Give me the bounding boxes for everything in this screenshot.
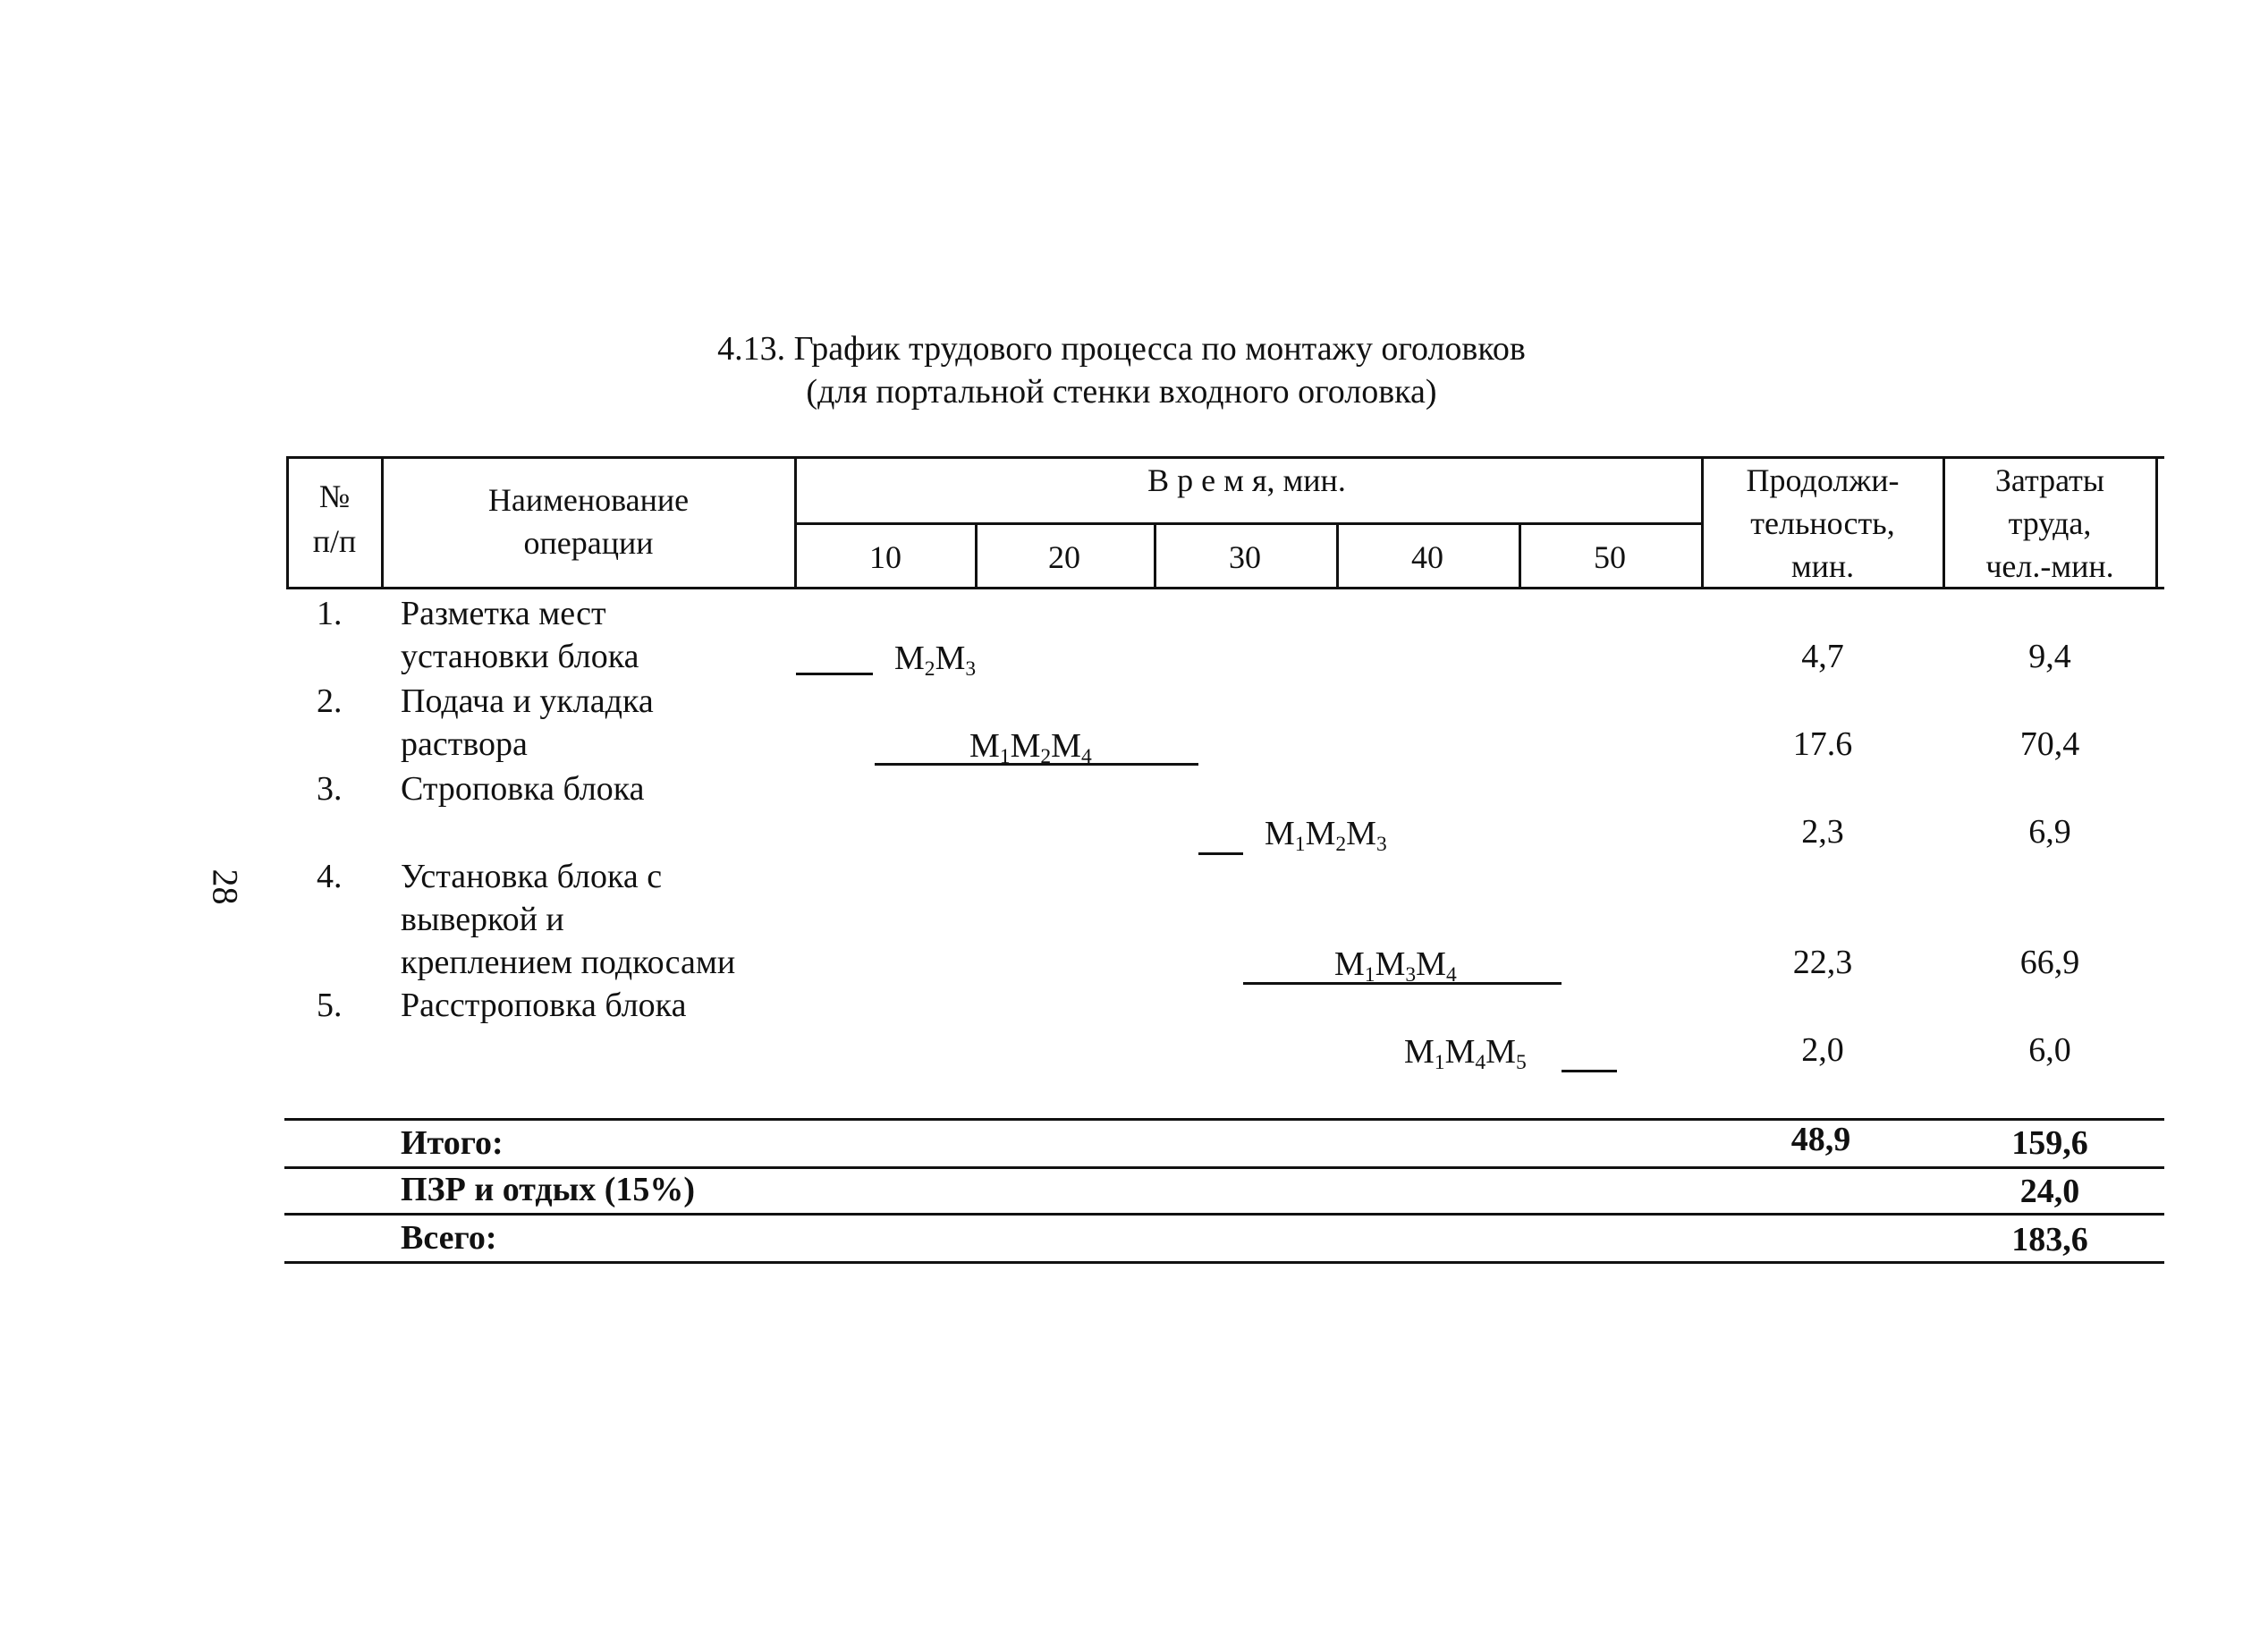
row-2-crew-m3: М xyxy=(1051,727,1081,765)
row-5-crew-m1: М xyxy=(1404,1033,1435,1071)
pzr-bottom-border xyxy=(284,1213,2164,1216)
header-duration-line3: мин. xyxy=(1790,548,1855,584)
row-3-cost: 6,9 xyxy=(2028,813,2071,851)
row-3-crew-m3: М xyxy=(1346,815,1376,852)
row-1-crew-s1: 2 xyxy=(924,657,935,682)
pzr-cost: 24,0 xyxy=(2019,1173,2080,1210)
row-1-cost: 9,4 xyxy=(2028,638,2071,675)
col-border-3 xyxy=(1701,456,1704,589)
itogo-label: Итого: xyxy=(401,1124,504,1162)
header-mid-border xyxy=(794,522,1703,525)
header-name-line2: операции xyxy=(523,525,654,561)
row-1-num: 1. xyxy=(317,595,343,632)
row-2-num: 2. xyxy=(317,682,343,720)
itogo-duration: 48,9 xyxy=(1790,1121,1851,1158)
row-4-crew-m3: М xyxy=(1416,945,1446,983)
row-2-name-line1: Подача и укладка xyxy=(401,682,654,720)
row-3-crew-m1: М xyxy=(1265,815,1295,852)
col-border-5 xyxy=(2155,456,2158,589)
header-cost-line3: чел.-мин. xyxy=(1985,548,2114,584)
table-title-line2: (для портальной стенки входного оголовка) xyxy=(806,373,1437,411)
vsego-label: Всего: xyxy=(401,1219,497,1257)
row-1-crew-s2: 3 xyxy=(965,657,977,682)
row-2-crew-m1: М xyxy=(969,727,1000,765)
row-1-gantt-bar xyxy=(796,673,873,675)
totals-top-border xyxy=(284,1118,2164,1121)
header-tick-40: 40 xyxy=(1411,539,1443,575)
row-3-crew-s3: 3 xyxy=(1375,833,1387,857)
row-3-crew-s1: 1 xyxy=(1294,833,1306,857)
row-4-name-line3: креплением подкосами xyxy=(401,944,736,981)
vsego-cost: 183,6 xyxy=(2011,1221,2088,1258)
row-4-crew-s3: 4 xyxy=(1445,963,1457,987)
header-time: В р е м я, мин. xyxy=(1147,462,1346,498)
table-title-line1: 4.13. График трудового процесса по монтажу оголовков xyxy=(717,330,1526,368)
header-tick-30: 30 xyxy=(1229,539,1261,575)
row-4-cost: 66,9 xyxy=(2019,944,2080,981)
header-cost-line2: труда, xyxy=(2008,505,2092,541)
header-bottom-border xyxy=(286,587,2164,589)
row-3-duration: 2,3 xyxy=(1801,813,1844,851)
row-3-name-line1: Строповка блока xyxy=(401,770,645,808)
row-1-name-line2: установки блока xyxy=(401,638,639,675)
row-4-crew-s2: 3 xyxy=(1405,963,1417,987)
row-1-duration: 4,7 xyxy=(1801,638,1844,675)
itogo-cost: 159,6 xyxy=(2011,1124,2088,1162)
row-1-name-line1: Разметка мест xyxy=(401,595,606,632)
col-border-t1 xyxy=(975,522,978,589)
row-2-crew-s2: 2 xyxy=(1040,745,1052,769)
header-duration-line2: тельность, xyxy=(1750,505,1895,541)
row-3-crew-s2: 2 xyxy=(1335,833,1347,857)
row-5-crew-s3: 5 xyxy=(1515,1051,1527,1075)
row-4-crew-m1: М xyxy=(1334,945,1365,983)
row-5-crew-m3: М xyxy=(1485,1033,1516,1071)
header-num-line2: п/п xyxy=(312,523,357,559)
header-name-line1: Наименование xyxy=(487,482,690,518)
row-5-crew-m2: М xyxy=(1444,1033,1476,1071)
row-2-cost: 70,4 xyxy=(2019,725,2080,763)
col-border-t3 xyxy=(1336,522,1339,589)
header-tick-20: 20 xyxy=(1048,539,1080,575)
row-4-name-line2: выверкой и xyxy=(401,901,564,938)
row-4-crew-m2: М xyxy=(1375,945,1406,983)
row-5-cost: 6,0 xyxy=(2028,1031,2071,1069)
col-border-4 xyxy=(1943,456,1945,589)
row-1-crew-m1: М xyxy=(894,640,925,677)
row-2-crew-s1: 1 xyxy=(999,745,1011,769)
header-top-border xyxy=(286,456,2164,459)
row-3-crew-m2: М xyxy=(1305,815,1336,852)
row-4-crew xyxy=(1334,945,1457,987)
row-4-crew-s1: 1 xyxy=(1364,963,1375,987)
row-5-gantt-bar xyxy=(1562,1070,1617,1072)
header-duration-line1: Продолжи- xyxy=(1746,462,1900,498)
col-border-2 xyxy=(794,456,797,589)
vsego-bottom-border xyxy=(284,1261,2164,1264)
row-4-num: 4. xyxy=(317,858,343,895)
row-4-duration: 22,3 xyxy=(1792,944,1853,981)
row-3-gantt-bar xyxy=(1198,852,1243,855)
row-1-crew-m2: М xyxy=(935,640,966,677)
pzr-label: ПЗР и отдых (15%) xyxy=(401,1171,696,1208)
row-5-duration: 2,0 xyxy=(1801,1031,1844,1069)
row-2-crew-m2: М xyxy=(1010,727,1041,765)
header-num-line1: № xyxy=(318,479,351,514)
row-3-num: 3. xyxy=(317,770,343,808)
row-1-crew xyxy=(894,639,977,682)
col-border-t4 xyxy=(1519,522,1521,589)
row-5-crew xyxy=(1404,1032,1527,1075)
page-number: 28 xyxy=(205,868,246,905)
row-5-name-line1: Расстроповка блока xyxy=(401,987,687,1024)
row-2-crew xyxy=(969,726,1092,769)
header-tick-50: 50 xyxy=(1594,539,1626,575)
col-border-t2 xyxy=(1154,522,1156,589)
header-cost-line1: Затраты xyxy=(1994,462,2105,498)
col-border-1 xyxy=(381,456,384,589)
row-5-num: 5. xyxy=(317,987,343,1024)
row-2-crew-s3: 4 xyxy=(1080,745,1092,769)
row-4-name-line1: Установка блока с xyxy=(401,858,663,895)
row-2-duration: 17.6 xyxy=(1792,725,1853,763)
col-border-0 xyxy=(286,456,289,589)
row-3-crew xyxy=(1265,814,1387,857)
header-tick-10: 10 xyxy=(869,539,901,575)
row-2-name-line2: раствора xyxy=(401,725,528,763)
row-5-crew-s2: 4 xyxy=(1475,1051,1486,1075)
row-5-crew-s1: 1 xyxy=(1434,1051,1445,1075)
